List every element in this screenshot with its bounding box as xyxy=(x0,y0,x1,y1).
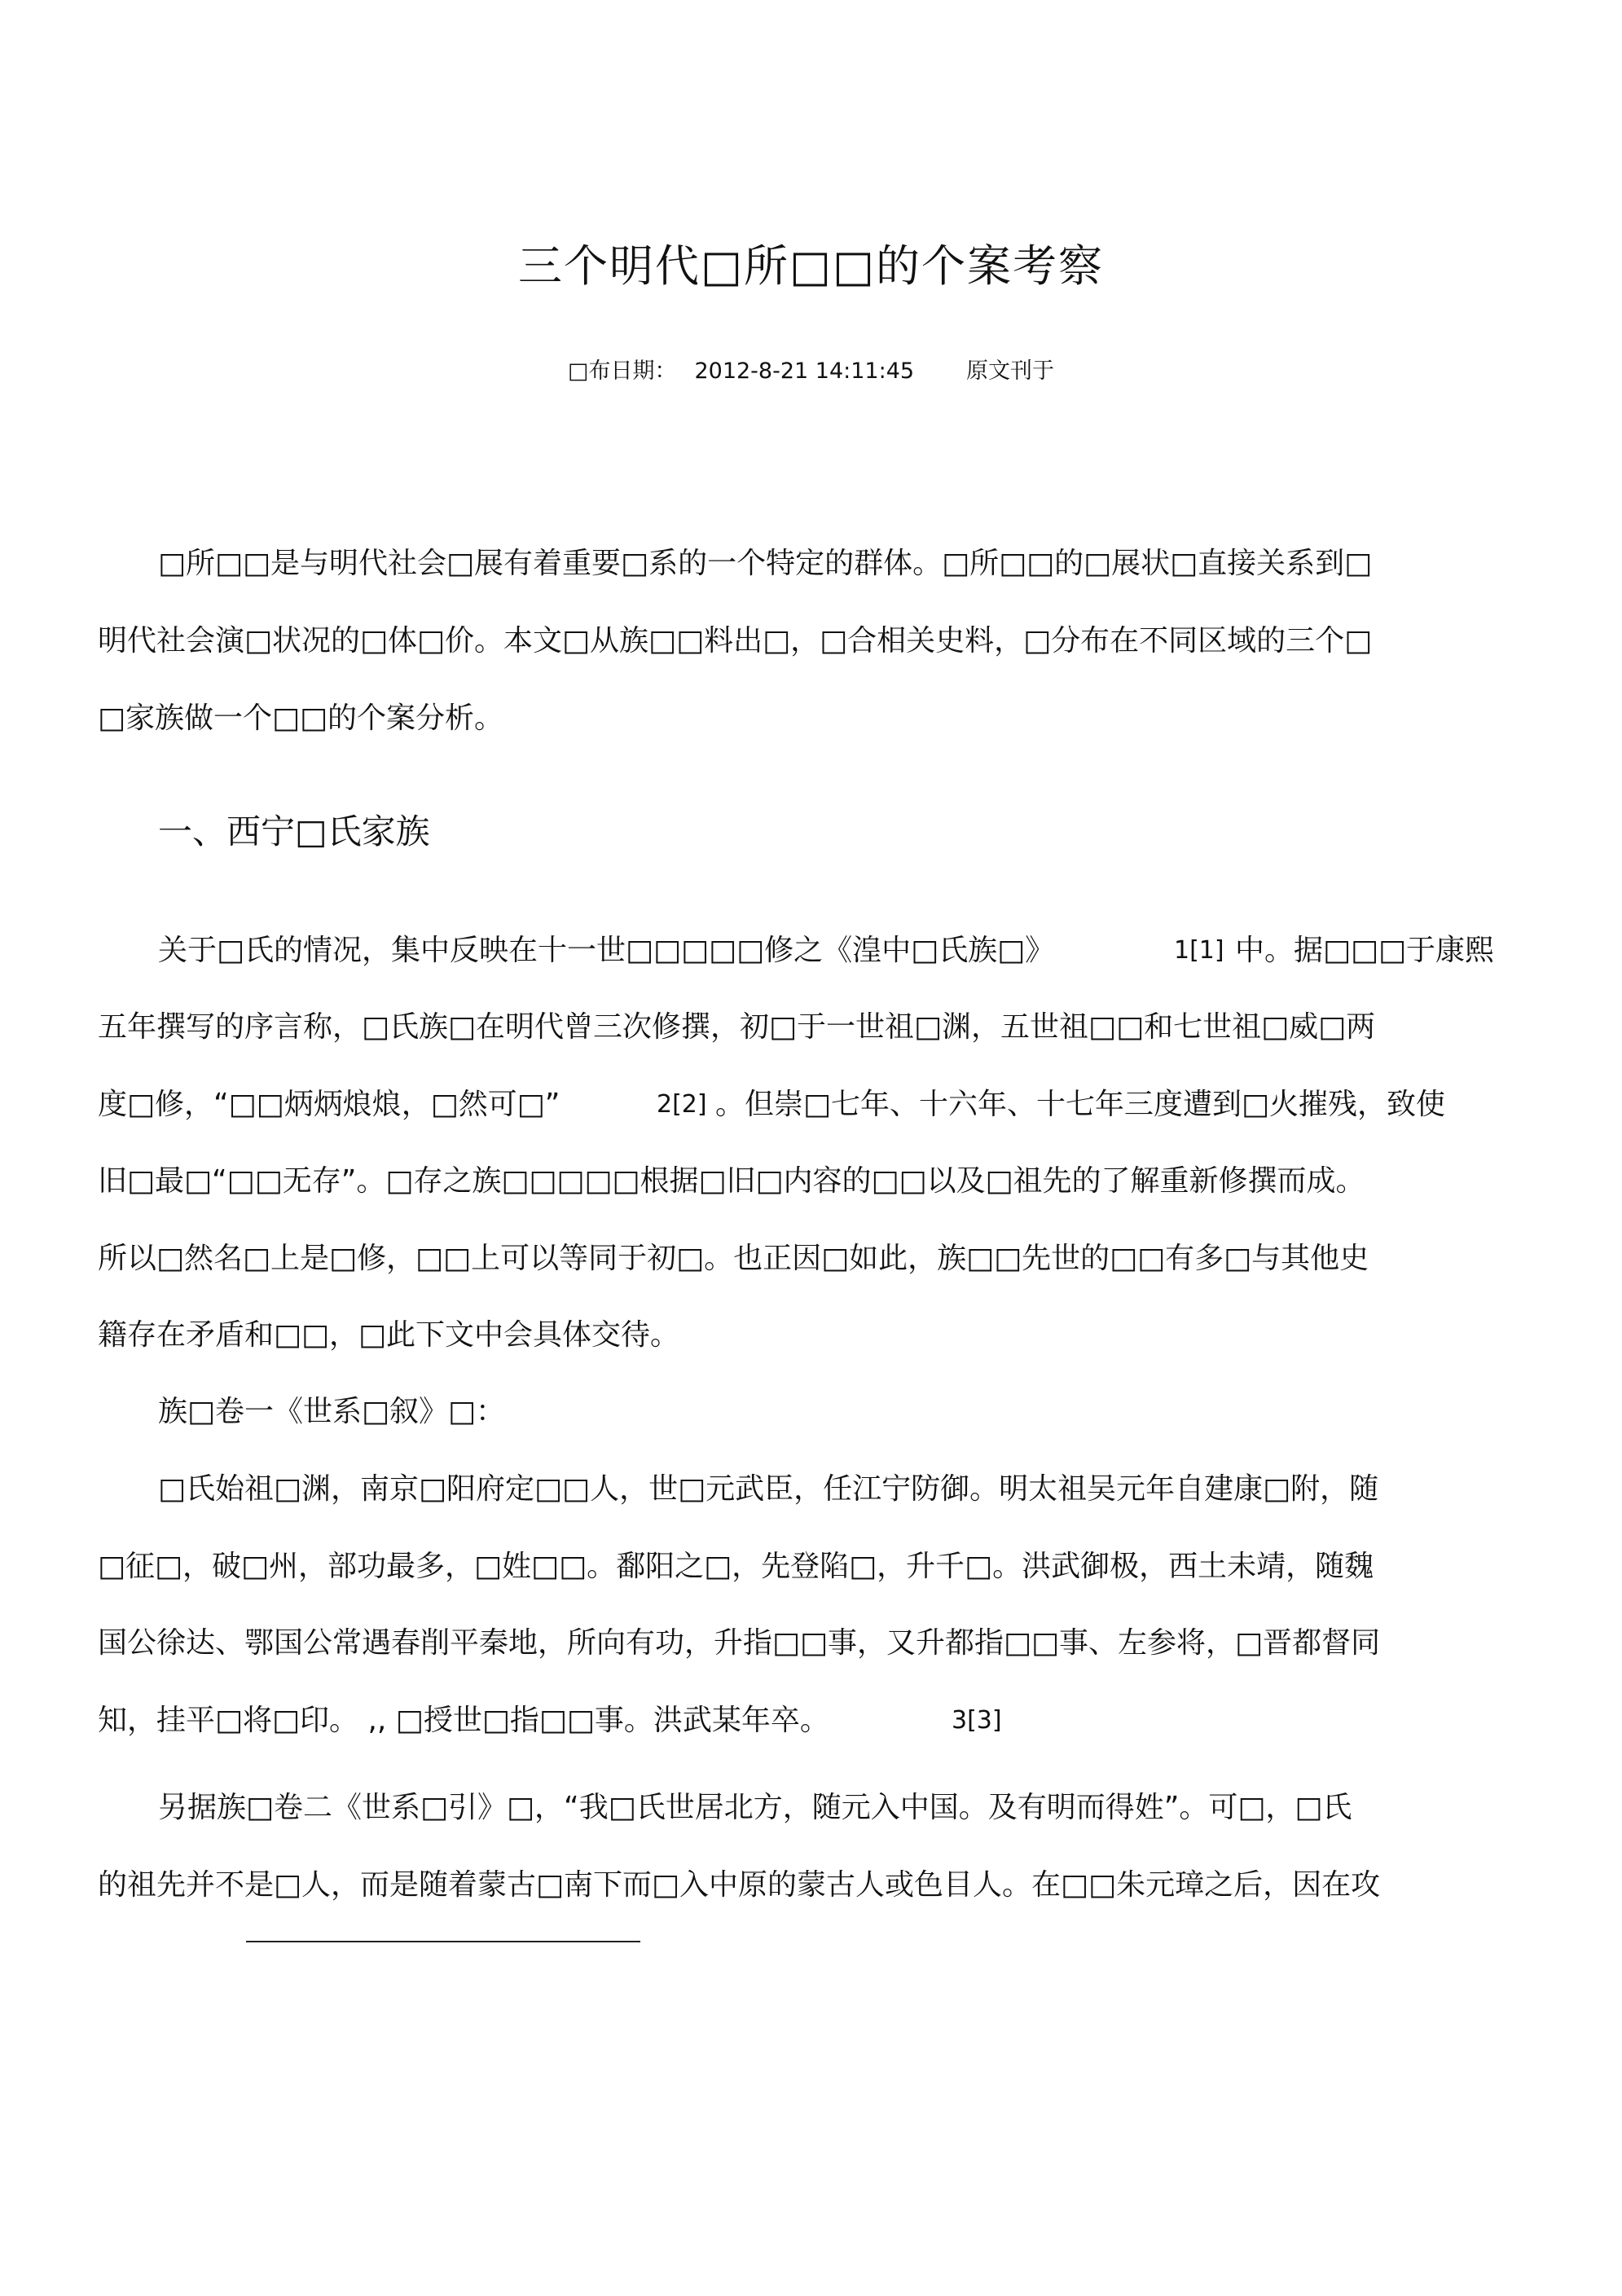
p1-line-5: 所以□然名□上是□修，□□上可以等同于初□。也正因□如此，族□□先世的□□有多□与其他史 xyxy=(98,1242,1369,1275)
section-heading: 一、西宁□氏家族 xyxy=(158,812,430,851)
p1-line-1: 关于□氏的情况，集中反映在十一世□□□□□修之《湟中□氏族□》 xyxy=(158,934,1055,967)
document-title: 三个明代□所□□的个案考察 xyxy=(517,240,1105,292)
p1-line-4: 旧□最□“□□无存”。□存之族□□□□□根据□旧□内容的□□以及□祖先的了解重新修撰而成。 xyxy=(98,1164,1365,1198)
source-label: 原文刊于 xyxy=(966,358,1055,384)
intro-line-2: 明代社会演□状况的□体□价。本文□从族□□料出□，□合相关史料，□分布在不同区域的三个□ xyxy=(98,624,1373,658)
intro-line-1: □所□□是与明代社会□展有着重要□系的一个特定的群体。□所□□的□展状□直接关系到□ xyxy=(158,547,1373,580)
publish-date-label: □布日期： xyxy=(567,358,677,384)
p2-line: 族□卷一《世系□叙》□： xyxy=(158,1395,506,1428)
p1-line-3-tail: 。但崇□七年、十六年、十七年三度遭到□火摧残，致使 xyxy=(715,1088,1446,1121)
publish-meta xyxy=(0,357,1622,386)
intro-line-3: □家族做一个□□的个案分析。 xyxy=(98,702,504,735)
p1-line-3: 度□修，“□□炳炳烺烺，□然可□” xyxy=(98,1088,560,1121)
footnote-separator xyxy=(246,1941,640,1942)
p3-line-2: 的祖先并不是□人，而是随着蒙古□南下而□入中原的蒙古人或色目人。在□□朱元璋之后，因在攻 xyxy=(98,1868,1381,1902)
footnote-ref-3[interactable]: 3[3] xyxy=(952,1706,1002,1735)
p1-line-2: 五年撰写的序言称，□氏族□在明代曾三次修撰，初□于一世祖□渊，五世祖□□和七世祖□威□两 xyxy=(98,1010,1376,1044)
p1-line-1-tail: 中。据□□□于康熙 xyxy=(1235,934,1495,967)
publish-datetime: 2012-8-21 14:11:45 xyxy=(694,358,915,384)
footnote-ref-1[interactable]: 1[1] xyxy=(1174,936,1224,965)
p3-line-1: 另据族□卷二《世系□引》□，“我□氏世居北方，随元入中国。及有明而得姓”。可□，□氏 xyxy=(158,1791,1352,1824)
quote-line-1: □氏始祖□渊，南京□阳府定□□人，世□元武臣，任江宁防御。明太祖吴元年自建康□附，随 xyxy=(158,1472,1379,1506)
quote-line-3: 国公徐达、鄂国公常遇春削平秦地，所向有功，升指□□事，又升都指□□事、左参将，□晋都督同 xyxy=(98,1626,1381,1660)
p1-line-6: 籍存在矛盾和□□，□此下文中会具体交待。 xyxy=(98,1318,680,1352)
quote-line-4: 知，挂平□将□印。 ,, □授世□指□□事。洪武某年卒。 xyxy=(98,1704,829,1737)
footnote-ref-2[interactable]: 2[2] xyxy=(657,1090,707,1119)
quote-line-2: □征□，破□州，部功最多，□姓□□。鄱阳之□，先登陷□，升千□。洪武御极，西土未靖，随魏 xyxy=(98,1550,1374,1583)
